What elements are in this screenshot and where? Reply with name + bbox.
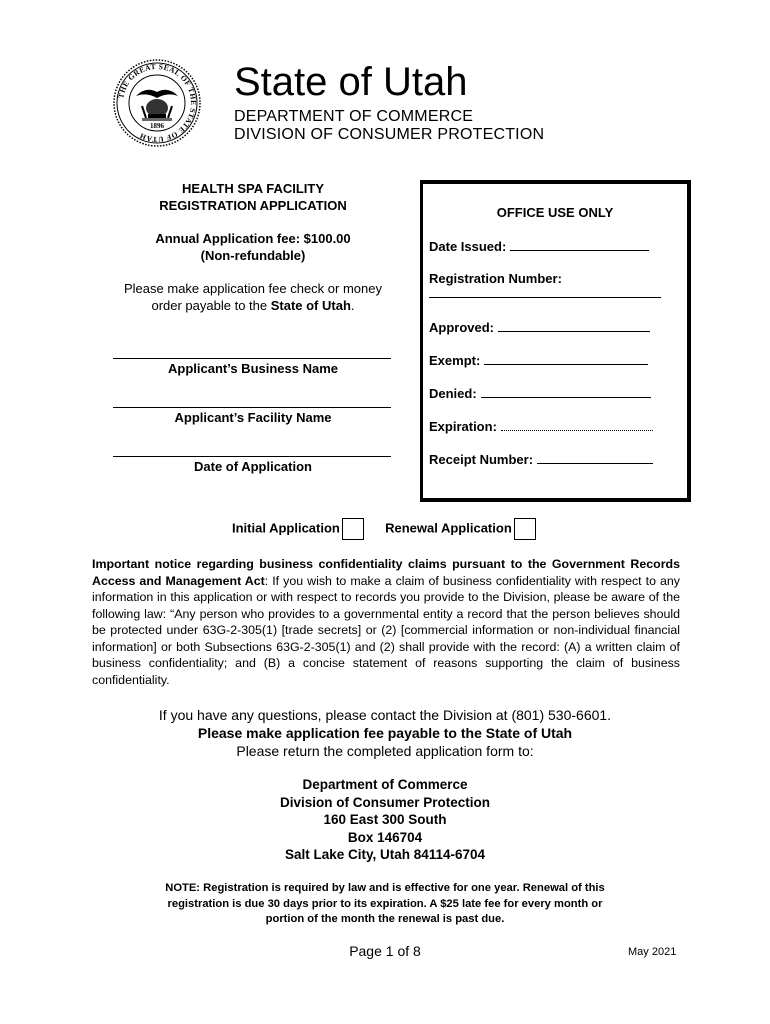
registration-number-label: Registration Number:	[429, 271, 562, 286]
fee-info	[110, 230, 396, 264]
office-use-title: OFFICE USE ONLY	[496, 205, 614, 220]
payable-payee: State of Utah	[270, 298, 351, 313]
application-date-field[interactable]	[113, 456, 391, 457]
date-issued-label: Date Issued:	[429, 239, 507, 254]
note-line2: registration is due 30 days prior to its expiration. A $25 late fee for every month or	[167, 897, 603, 910]
department-heading	[234, 108, 544, 144]
address-line4: Box 146704	[347, 829, 423, 845]
business-name-label: Applicant’s Business Name	[167, 361, 338, 376]
page-title: State of Utah	[234, 60, 468, 104]
expiration-label: Expiration:	[429, 419, 497, 434]
initial-application-label: Initial Application	[232, 520, 340, 536]
notice-heading: Important notice regarding business confidentiality claims pursuant to the Government Records Access and Management Act	[92, 557, 680, 588]
form-title-line2: REGISTRATION APPLICATION	[159, 198, 347, 213]
receipt-number-field[interactable]	[429, 452, 653, 467]
contact-payable: Please make application fee payable to the State of Utah	[197, 725, 573, 741]
payable-prefix: order payable to the	[151, 298, 271, 313]
address-line5: Salt Lake City, Utah 84114-6704	[284, 847, 486, 862]
payable-line2	[110, 297, 396, 314]
seal-text: THE GREAT SEAL OF THE STATE OF UTAH	[116, 61, 199, 145]
denied-field[interactable]	[429, 386, 651, 401]
exempt-label: Exempt:	[429, 353, 481, 368]
confidentiality-notice	[92, 556, 680, 688]
address-line2: Division of Consumer Protection	[279, 794, 491, 810]
page-number: Page 1 of 8	[349, 943, 421, 959]
registration-number-field[interactable]	[429, 271, 661, 301]
renewal-note	[120, 881, 650, 928]
office-use-box	[420, 180, 691, 502]
date-issued-line	[510, 239, 649, 251]
approved-label: Approved:	[429, 320, 494, 335]
expiration-field[interactable]	[429, 419, 653, 434]
renewal-application-label: Renewal Application	[385, 520, 512, 536]
approved-line	[498, 320, 650, 332]
state-seal-icon	[112, 58, 202, 148]
application-date-label: Date of Application	[194, 459, 312, 474]
date-issued-field[interactable]	[429, 239, 649, 254]
registration-number-line	[429, 286, 661, 298]
payable-instructions	[110, 280, 396, 314]
address-line3: 160 East 300 South	[323, 812, 447, 827]
address-line1: Department of Commerce	[302, 777, 468, 792]
contact-info	[0, 706, 770, 760]
division-name: DIVISION OF CONSUMER PROTECTION	[234, 126, 545, 143]
note-line3: portion of the month the renewal is past due.	[265, 913, 505, 925]
fee-amount: Annual Application fee: $100.00	[155, 231, 351, 246]
contact-questions: If you have any questions, please contact the Division at (801) 530-6601.	[158, 707, 612, 723]
business-name-field[interactable]	[113, 358, 391, 359]
payable-line1: Please make application fee check or money	[124, 281, 382, 296]
exempt-field[interactable]	[429, 353, 648, 368]
initial-application-checkbox[interactable]	[342, 518, 364, 540]
seal-eagle-emblem	[136, 90, 178, 121]
revision-date: May 2021	[628, 946, 677, 958]
department-name: DEPARTMENT OF COMMERCE	[234, 108, 474, 125]
form-title	[110, 180, 396, 214]
note-line1: NOTE: Registration is required by law and is effective for one year. Renewal of this	[165, 882, 605, 894]
fee-refund-note: (Non-refundable)	[200, 248, 306, 263]
receipt-number-line	[537, 452, 653, 464]
notice-body: : If you wish to make a claim of business confidentiality with respect to any information in this application or with respect to records you provide to the Division, please be aware of the following law: “Any person who provides to a governmental entity a record that the person believes should be protected under 63G-2-305(1) [trade secrets] or (2) [commercial information or non-individual financial information] or both Subsections 63G-2-305(1) and (2) shall provide with the record: (A) a written claim of business confidentiality; and (B) a concise statement of reasons supporting the claim of business confidentiality.	[92, 573, 680, 687]
expiration-line	[501, 419, 653, 431]
exempt-line	[484, 353, 648, 365]
facility-name-label: Applicant’s Facility Name	[174, 410, 332, 425]
denied-line	[481, 386, 651, 398]
seal-year: 1896	[150, 122, 164, 130]
renewal-application-checkbox[interactable]	[514, 518, 536, 540]
approved-field[interactable]	[429, 320, 650, 335]
receipt-number-label: Receipt Number:	[429, 452, 534, 467]
contact-return: Please return the completed application form to:	[236, 743, 534, 759]
mailing-address	[0, 776, 770, 864]
form-title-line1: HEALTH SPA FACILITY	[181, 181, 325, 196]
facility-name-field[interactable]	[113, 407, 391, 408]
denied-label: Denied:	[429, 386, 477, 401]
payable-suffix: .	[350, 298, 355, 313]
application-type-row	[232, 518, 536, 540]
